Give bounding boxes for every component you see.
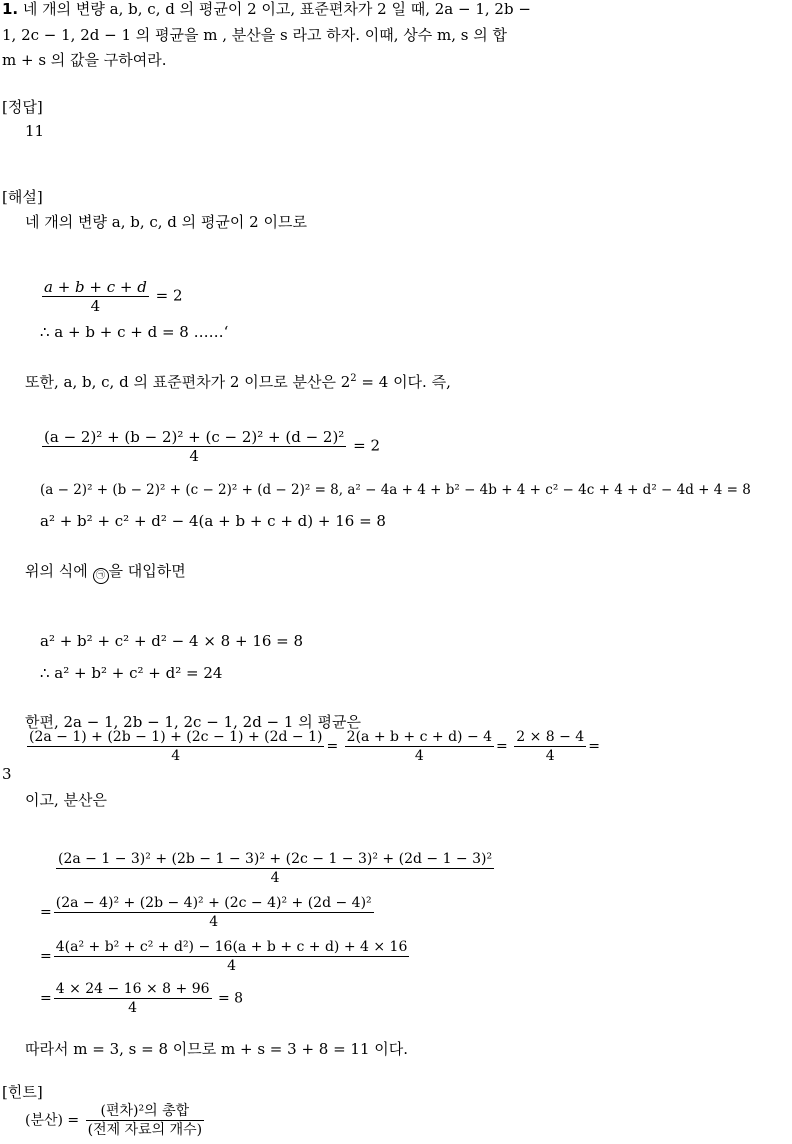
solution-heading: [해설] bbox=[2, 188, 43, 206]
newmean-equation: $\frac{(2a - 1) + (2b - 1) + (2c - 1) + (2d - 1)}{4}$ = $\frac{2(a + b + c + d) - 4}{4}$ = $\frac{2 \times 8 - 4}{4}$ = bbox=[29, 729, 600, 764]
nv-frac-3-den: 4 bbox=[54, 956, 410, 975]
hint-frac-num: (편차)²의 총합 bbox=[100, 1103, 190, 1119]
variance-intro: 이고, 분산은 bbox=[25, 791, 107, 809]
newmean-frac-1-den: 4 bbox=[27, 746, 324, 765]
sum-equation: ∴ a + b + c + d = 8 ……‘ bbox=[40, 323, 229, 341]
problem-number: 1. bbox=[2, 0, 19, 18]
variance-fraction bbox=[42, 428, 346, 465]
nv-frac-3 bbox=[54, 938, 410, 975]
circle-g-icon: ㉠ bbox=[93, 568, 109, 584]
mean-frac-denominator: 4 bbox=[42, 296, 149, 315]
mean-fraction bbox=[42, 278, 149, 315]
newmean-frac-1-num: (2a − 1) + (2b − 1) + (2c − 1) + (2d − 1) bbox=[29, 729, 323, 745]
problem-line-1: 네 개의 변량 a, b, c, d 의 평균이 2 이고, 표준편차가 2 일 때, 2a − 1, 2b − bbox=[22, 0, 531, 18]
variance-equation bbox=[40, 428, 380, 465]
std-line-value: = 4 이다. 즉, bbox=[361, 373, 451, 391]
variance-frac-denominator: 4 bbox=[42, 446, 346, 465]
variance-frac-rhs: = 2 bbox=[353, 436, 380, 455]
std-line-text: 또한, a, b, c, d 의 표준편차가 2 이므로 분산은 bbox=[25, 373, 336, 391]
nv-frac-4-den: 4 bbox=[54, 998, 212, 1017]
problem-statement bbox=[2, 0, 531, 19]
substitution-line bbox=[25, 561, 186, 584]
problem-line-3: m + s 의 값을 구하여라. bbox=[2, 51, 167, 69]
nv-frac-4-num: 4 × 24 − 16 × 8 + 96 bbox=[55, 981, 210, 997]
hint-lhs: (분산) = bbox=[25, 1112, 80, 1129]
subst-equation-2: ∴ a² + b² + c² + d² = 24 bbox=[40, 664, 223, 682]
mean-frac-numerator: a + b + c + d bbox=[44, 278, 147, 296]
mean-frac-rhs: = 2 bbox=[155, 286, 183, 305]
nv-frac-4-rhs: = 8 bbox=[217, 990, 244, 1007]
new-variance-step-3: = $\frac{\text{4(a² + b² + c² + d²) − 16(a + b + c + d) + 4 × 16}}{4}$ bbox=[40, 939, 408, 974]
solution-intro: 네 개의 변량 a, b, c, d 의 평균이 2 이므로 bbox=[25, 213, 307, 231]
conclusion: 따라서 m = 3, s = 8 이므로 m + s = 3 + 8 = 11 이다. bbox=[25, 1040, 409, 1058]
nv-frac-1-num: (2a − 1 − 3)² + (2b − 1 − 3)² + (2c − 1 − 3)² + (2d − 1 − 3)² bbox=[58, 851, 493, 867]
new-variance-step-4: = $\frac{4 \times 24 - 16 \times 8 + 96}{4}$ = 8 bbox=[40, 981, 244, 1016]
newmean-frac-3-num: 2 × 8 − 4 bbox=[516, 729, 585, 745]
nv-frac-3-num: 4(a² + b² + c² + d²) − 16(a + b + c + d) + 4 × 16 bbox=[55, 939, 408, 955]
subst-post: 을 대입하면 bbox=[108, 562, 186, 580]
new-variance-step-1 bbox=[54, 850, 496, 887]
variance-frac-numerator: (a − 2)² + (b − 2)² + (c − 2)² + (d − 2)² bbox=[44, 428, 345, 446]
nv-frac-2 bbox=[54, 894, 374, 931]
newmean-frac-3-den: 4 bbox=[514, 746, 586, 765]
nv-frac-1 bbox=[56, 850, 494, 887]
newmean-frac-3 bbox=[514, 728, 586, 765]
nv-frac-4 bbox=[54, 980, 212, 1017]
newmean-frac-1 bbox=[27, 728, 324, 765]
new-variance-step-2: = $\frac{\text{(2a − 4)² + (2b − 4)² + (2c − 4)² + (2d − 4)²}}{4}$ bbox=[40, 895, 372, 930]
hint-fraction bbox=[86, 1102, 205, 1139]
subst-equation-1: a² + b² + c² + d² − 4 × 8 + 16 = 8 bbox=[40, 632, 304, 650]
newmean-result: 3 bbox=[2, 765, 12, 783]
nv-frac-1-den: 4 bbox=[56, 868, 494, 887]
hint-formula bbox=[25, 1102, 206, 1139]
problem-line-2: 1, 2c − 1, 2d − 1 의 평균을 m , 분산을 s 라고 하자. 이때, 상수 m, s 의 합 bbox=[2, 26, 508, 44]
std-line: 또한, a, b, c, d 의 표준편차가 2 이므로 분산은 $2^2 = 4$ 이다. 즉, bbox=[25, 373, 451, 391]
expand-line-1: (a − 2)² + (b − 2)² + (c − 2)² + (d − 2)² = 8, a² − 4a + 4 + b² − 4b + 4 + c² − 4c + 4 + d² − 4d + 4 = 8 bbox=[40, 482, 751, 498]
answer-heading: [정답] bbox=[2, 98, 43, 116]
subst-pre: 위의 식에 bbox=[25, 562, 88, 580]
newmean-intro: 한편, 2a − 1, 2b − 1, 2c − 1, 2d − 1 의 평균은 bbox=[25, 713, 361, 731]
hint-heading: [힌트] bbox=[2, 1083, 43, 1101]
expand-line-2: a² + b² + c² + d² − 4(a + b + c + d) + 16 = 8 bbox=[40, 512, 386, 530]
answer-value: 11 bbox=[25, 122, 45, 140]
newmean-frac-2-den: 4 bbox=[345, 746, 494, 765]
nv-frac-2-num: (2a − 4)² + (2b − 4)² + (2c − 4)² + (2d − 4)² bbox=[55, 895, 372, 911]
nv-frac-2-den: 4 bbox=[54, 912, 374, 931]
newmean-frac-2-num: 2(a + b + c + d) − 4 bbox=[346, 729, 493, 745]
newmean-frac-2 bbox=[345, 728, 494, 765]
hint-frac-den: (전제 자료의 개수) bbox=[87, 1122, 203, 1138]
mean-equation bbox=[40, 278, 183, 315]
